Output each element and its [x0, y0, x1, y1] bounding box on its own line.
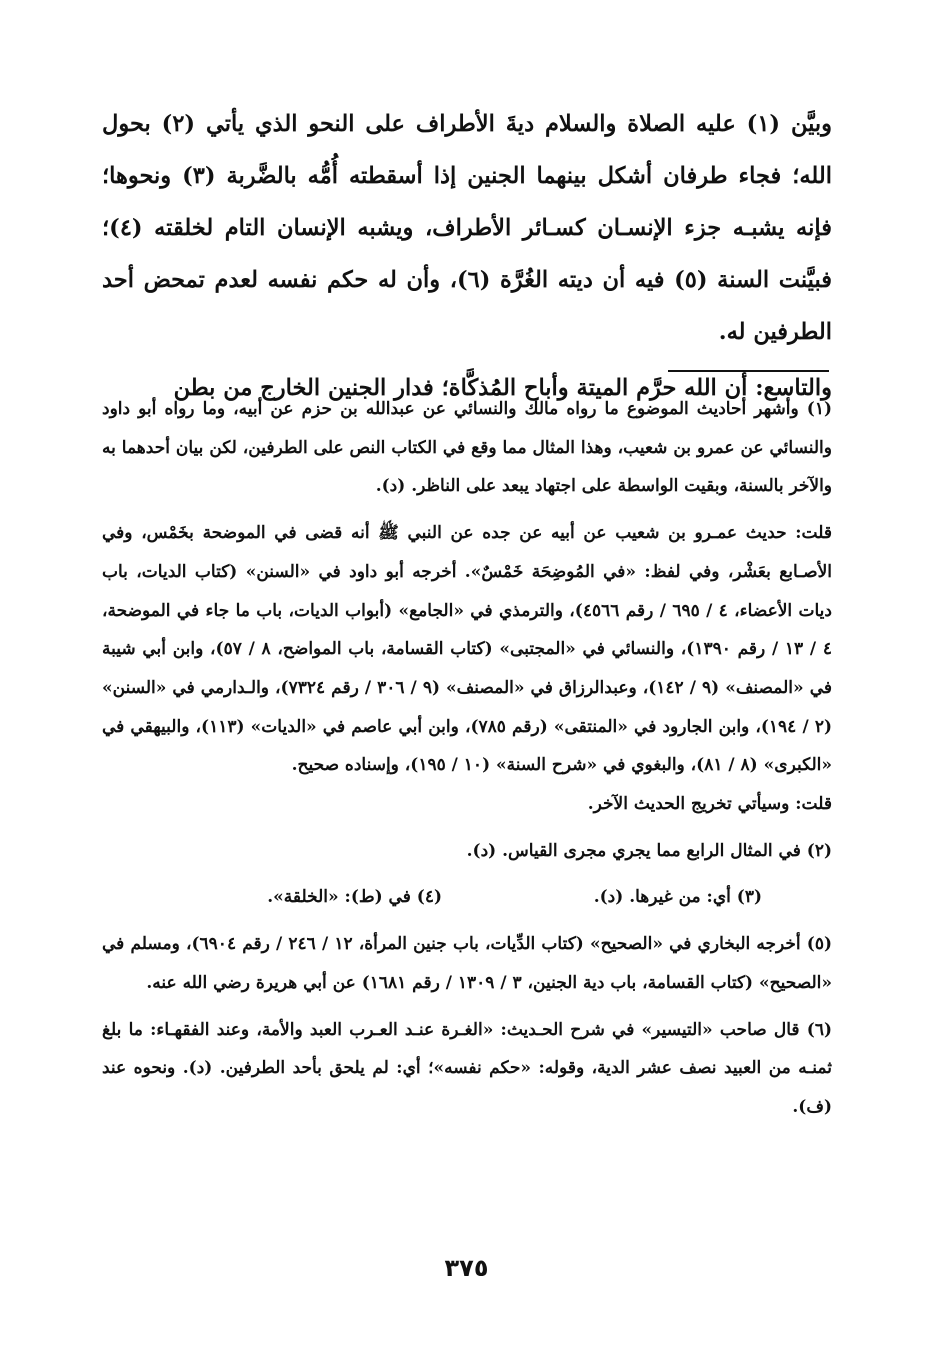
main-paragraph-1: وبيَّن (١) عليه الصلاة والسلام ديةَ الأطراف على النحو الذي يأتي (٢) بحول الله؛ فجاء طرفان أشكل بينهما الجنين إذا أسقطته أُمُّه بالضَّربة (٣) ونحوها؛ فإنه يشبـه جزء الإنسـان كسـائر الأطراف، ويشبه الإنسان التام لخلقته (٤)؛ فبيَّنت السنة (٥) فيه أن ديته الغُرَّة (٦)، وأن له حكم نفسه لعدم تمحض أحد الطرفين له.: [102, 111, 832, 345]
footnote-row-3-4: [102, 878, 832, 917]
main-paragraph-2: والتاسع: أن الله حرَّم الميتة وأباح المُذكَّاة؛ فدار الجنين الخارج من بطن: [173, 375, 832, 401]
footnote-separator: [668, 370, 829, 372]
footnote-4: (٤) في (ط): «الخلقة».: [267, 887, 442, 908]
page-number: ٣٧٥: [444, 1254, 489, 1282]
footnote-1-comment: قلت: حديث عمـرو بن شعيب عن أبيه عن جده عن النبي ﷺ أنه قضى في الموضحة بخَمْس، وفي الأصـابع بعَشْر، وفي لفظ: «في المُوضِحَة خَمْسٌ». أخرجه أبو داود في «السنن» (كتاب الديات، باب ديات الأعضاء، ٤ / ٦٩٥ / رقم ٤٥٦٦)، والترمذي في «الجامع» (أبواب الديات، باب ما جاء في الموضحة، ٤ / ١٣ / رقم ١٣٩٠)، والنسائي في «المجتبى» (كتاب القسامة، باب المواضح، ٨ / ٥٧)، وابن أبي شيبة في «المصنف» (٩ / ١٤٢)، وعبدالرزاق في «المصنف» (٩ / ٣٠٦ / رقم ٧٣٢٤)، والـدارمي في «السنن» (٢ / ١٩٤)، وابن الجارود في «المنتقى» (رقم ٧٨٥)، وابن أبي عاصم في «الديات» (١١٣)، والبيهقي في «الكبرى» (٨ / ٨١)، والبغوي في «شرح السنة» (١٠ / ١٩٥)، وإسناده صحيح.: [102, 523, 833, 776]
footnote-3: (٣) أي: من غيرها. (د).: [593, 887, 762, 908]
footnote-1: (١) وأشهر أحاديث الموضوع ما رواه مالك والنسائي عن عبدالله بن حزم عن أبيه، وما رواه أبو داود والنسائي عن عمرو بن شعيب، وهذا المثال مما وقع في الكتاب النص على الطرفين، لكن بيان أحدهما به والآخر بالسنة، وبقيت الواسطة على اجتهاد يبعد على الناظر. (د).: [102, 399, 832, 497]
footnote-5: (٥) أخرجه البخاري في «الصحيح» (كتاب الدِّيات، باب جنين المرأة، ١٢ / ٢٤٦ / رقم ٦٩٠٤)، ومسلم في «الصحيح» (كتاب القسامة، باب دية الجنين، ٣ / ١٣٠٩ / رقم ١٦٨١) عن أبي هريرة رضي الله عنه.: [102, 934, 833, 993]
main-text: [102, 98, 832, 414]
footnote-2: (٢) في المثال الرابع مما يجري مجرى القياس. (د).: [466, 840, 832, 861]
footnotes: [102, 390, 832, 1127]
footnote-1-note: قلت: وسيأتي تخريج الحديث الآخر.: [587, 794, 832, 815]
footnote-6: (٦) قال صاحب «التيسير» في شرح الحـديث: «الغـرة عنـد العـرب العبد والأمة، وعند الفقهـاء: ما بلغ ثمنـه من العبيد نصف عشر الدية، وقوله: «حكم نفسه»؛ أي: لم يلحق بأحد الطرفين. (د). ونحوه عند (ف).: [102, 1019, 832, 1117]
